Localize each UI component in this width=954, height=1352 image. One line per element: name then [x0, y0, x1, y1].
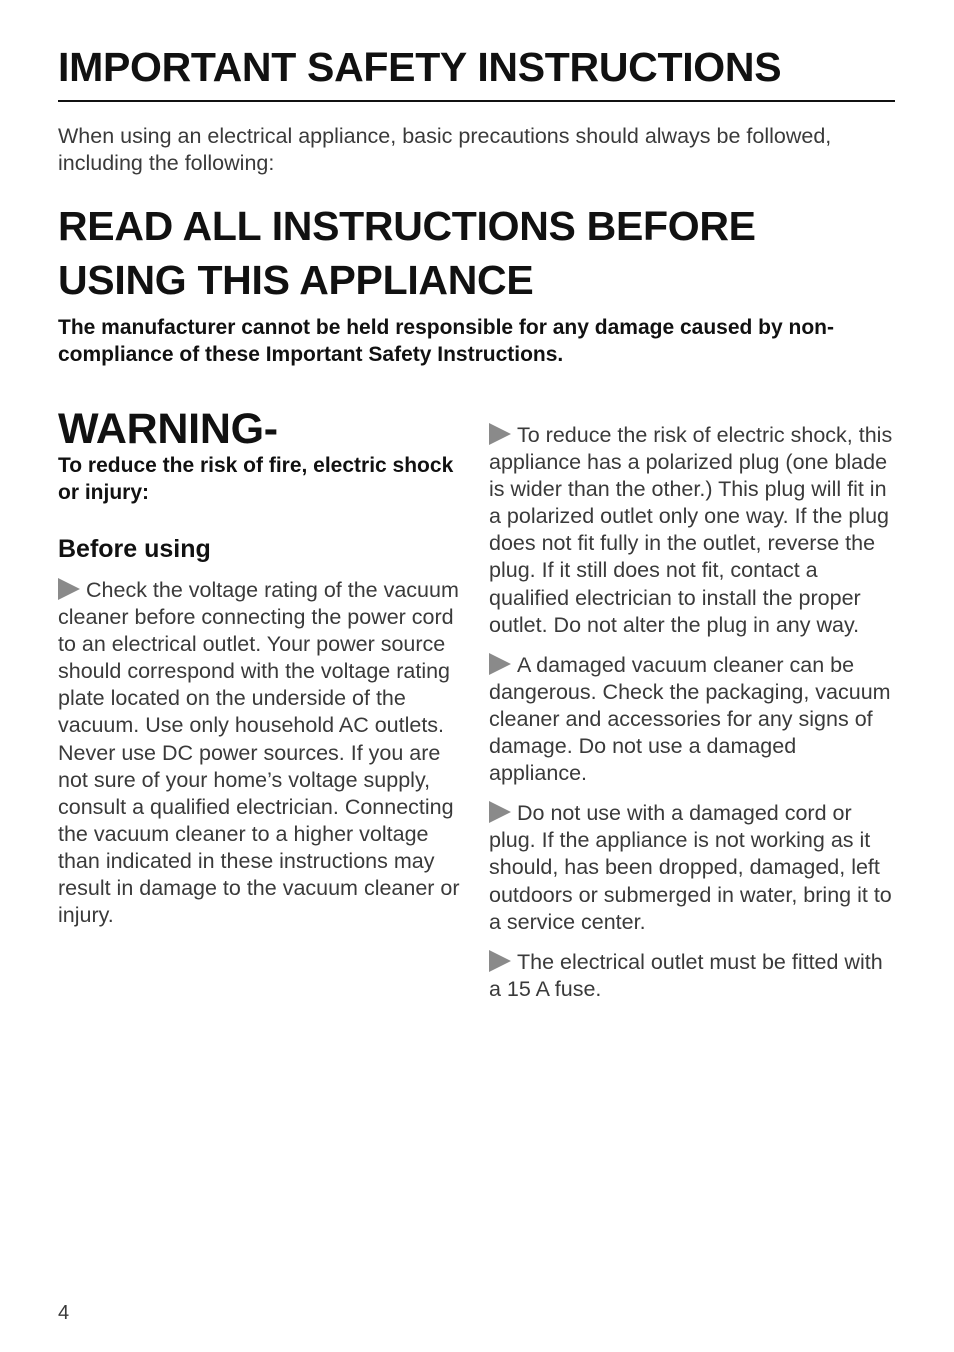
page-number: 4 [58, 1302, 70, 1324]
warning-heading: WARNING- [58, 405, 278, 453]
read-all-heading [58, 199, 898, 307]
before-using-heading: Before using [58, 535, 211, 563]
list-item [58, 577, 464, 929]
warning-subtitle: To reduce the risk of fire, electric shock or injury: [58, 454, 454, 504]
triangle-bullet-icon [489, 423, 511, 445]
list-item-text: The electrical outlet must be fitted with a 15 A fuse. [489, 949, 883, 1001]
left-column [58, 400, 464, 929]
triangle-bullet-icon [58, 578, 80, 600]
title-divider [58, 100, 895, 102]
triangle-bullet-icon [489, 801, 511, 823]
list-item-text: Do not use with a damaged cord or plug. If the appliance is not working as it should, has been dropped, damaged, left outdoors or submerged in water, bring it to a service center. [489, 801, 892, 934]
list-item [489, 422, 899, 639]
list-item-text: Check the voltage rating of the vacuum cleaner before connecting the power cord to an electrical outlet. Your power source should correspond with the voltage rating plate located on the underside of the vacuum. Use only household AC outlets. Never use DC power sources. If you are not sure of your home’s voltage supply, consult a qualified electrician. Connecting the vacuum cleaner to a higher voltage than indicated in these instructions may result in damage to the vacuum cleaner or injury. [58, 578, 460, 928]
right-column [489, 422, 899, 1016]
list-item [489, 949, 899, 1003]
triangle-bullet-icon [489, 950, 511, 972]
list-item [489, 800, 899, 935]
read-all-line-1: READ ALL INSTRUCTIONS BEFORE [58, 203, 756, 249]
page-title: IMPORTANT SAFETY INSTRUCTIONS [58, 44, 782, 90]
list-item-text: To reduce the risk of electric shock, this appliance has a polarized plug (one blade is wider than the other.) This plug will fit in a polarized outlet only one way. If the plug does not fit fully in the outlet, reverse the plug. If it still does not fit, contact a qualified electrician to install the proper outlet. Do not alter the plug in any way. [489, 423, 893, 637]
intro-text: When using an electrical appliance, basic precautions should always be followed, including the following: [58, 124, 832, 175]
list-item [489, 652, 899, 787]
list-item-text: A damaged vacuum cleaner can be dangerous. Check the packaging, vacuum cleaner and accessories for any signs of damage. Do not use a damaged appliance. [489, 652, 891, 786]
triangle-bullet-icon [489, 653, 511, 675]
manufacturer-note: The manufacturer cannot be held responsible for any damage caused by non-compliance of these Important Safety Instructions. [58, 316, 834, 366]
read-all-line-2: USING THIS APPLIANCE [58, 257, 534, 303]
